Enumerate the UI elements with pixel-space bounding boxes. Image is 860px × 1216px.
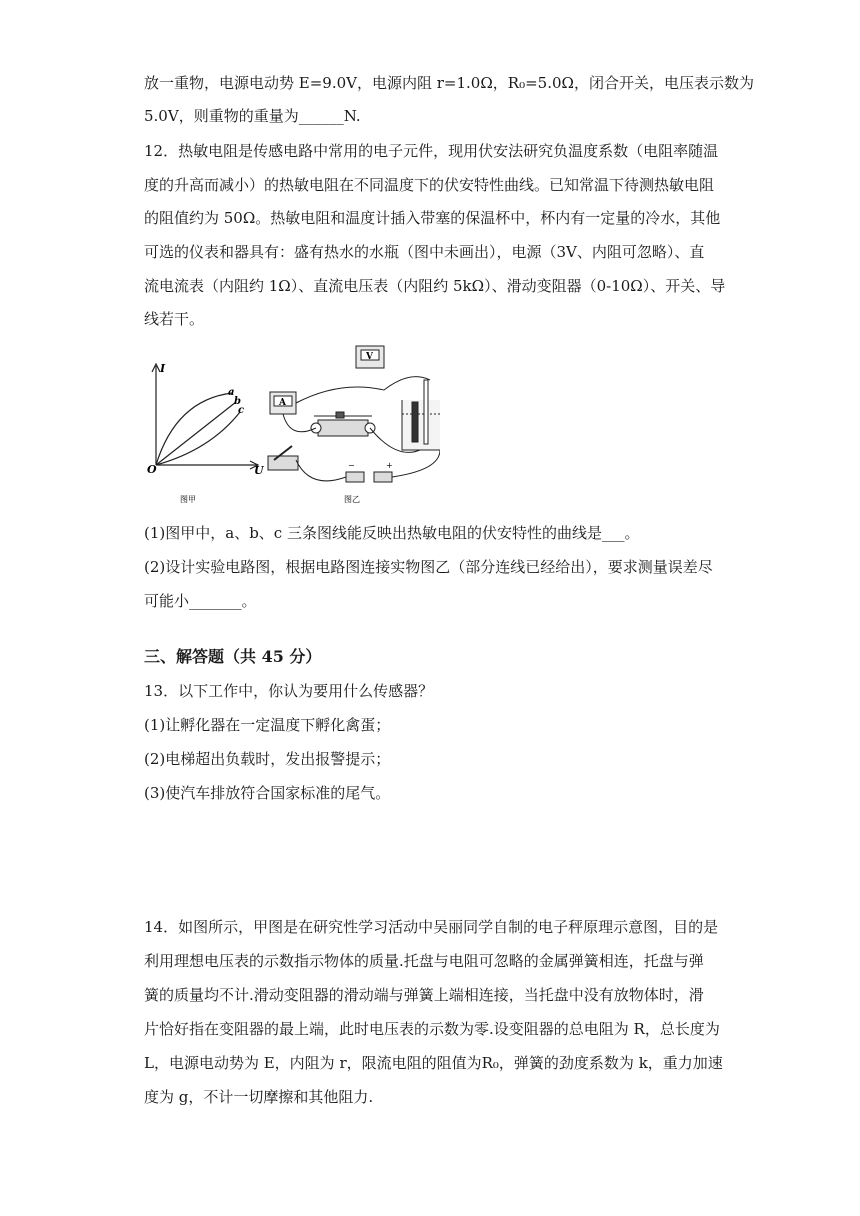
curve-label-b: b	[234, 396, 241, 407]
question-13: 13．以下工作中，你认为要用什么传感器？	[144, 682, 434, 700]
switch-icon	[268, 456, 298, 470]
sub-question-2: (2)设计实验电路图，根据电路图连接实物图乙（部分连线已经给出），要求测量误差尽	[144, 558, 713, 576]
curve-c	[156, 412, 240, 465]
curve-label-c: c	[238, 405, 245, 416]
text-line: 流电流表（内阻约 1Ω）、直流电压表（内阻约 5kΩ）、滑动变阻器（0-10Ω）、开关、导	[144, 277, 726, 295]
iv-graph	[152, 364, 258, 469]
sub-question-1: (1)图甲中，a、b、c 三条图线能反映出热敏电阻的伏安特性的曲线是___。	[144, 524, 640, 542]
text-line: 簧的质量均不计.滑动变阻器的滑动端与弹簧上端相连接，当托盘中没有放物体时，滑	[144, 986, 704, 1004]
text-line: 可选的仪表和器具有：盛有热水的水瓶（图中未画出），电源（3V、内阻可忽略）、直	[144, 243, 705, 261]
text-line: (2)电梯超出负载时，发出报警提示；	[144, 750, 391, 768]
caption-jia: 图甲	[180, 495, 196, 504]
battery-icon	[346, 472, 364, 482]
figure	[140, 340, 440, 510]
text-line: 的阻值约为 50Ω。热敏电阻和温度计插入带塞的保温杯中，杯内有一定量的冷水，其他	[144, 209, 721, 227]
curve-b	[156, 402, 236, 465]
question-12: 12．热敏电阻是传感电路中常用的电子元件，现用伏安法研究负温度系数（电阻率随温	[144, 142, 719, 160]
curve-a	[156, 393, 232, 465]
text-line: (3)使汽车排放符合国家标准的尾气。	[144, 784, 391, 802]
text-line: 放一重物，电源电动势 E=9.0V，电源内阻 r=1.0Ω，R₀=5.0Ω，闭合开关，电压表示数为	[144, 74, 754, 92]
origin-label: O	[147, 463, 157, 476]
ammeter-label: A	[279, 398, 286, 408]
text-line: 度为 g，不计一切摩擦和其他阻力.	[144, 1088, 374, 1106]
battery-minus-label: −	[348, 461, 355, 470]
text-line: 利用理想电压表的示数指示物体的质量.托盘与电阻可忽略的金属弹簧相连，托盘与弹	[144, 952, 704, 970]
text-line: L，电源电动势为 E，内阻为 r，限流电阻的阻值为R₀，弹簧的劲度系数为 k，重力加速	[144, 1054, 723, 1072]
axis-label-u: U	[254, 464, 264, 477]
text-line: (1)让孵化器在一定温度下孵化禽蛋；	[144, 716, 391, 734]
section-heading: 三、解答题（共 45 分）	[144, 647, 322, 666]
text-line: 可能小_______。	[144, 592, 257, 610]
caption-yi: 图乙	[344, 495, 360, 504]
question-14: 14．如图所示，甲图是在研究性学习活动中吴丽同学自制的电子秤原理示意图，目的是	[144, 918, 719, 936]
beaker-icon	[402, 400, 440, 450]
curve-label-a: a	[228, 387, 235, 398]
text-line: 度的升高而减小）的热敏电阻在不同温度下的伏安特性曲线。已知常温下待测热敏电阻	[144, 176, 715, 194]
axis-label-i: I	[160, 362, 166, 375]
rheostat-icon	[318, 420, 368, 436]
text-line: 5.0V，则重物的重量为______N.	[144, 107, 361, 125]
text-line: 线若干。	[144, 310, 205, 328]
text-line: 片恰好指在变阻器的最上端，此时电压表的示数为零.设变阻器的总电阻为 R，总长度为	[144, 1020, 720, 1038]
battery-plus-label: +	[386, 461, 393, 470]
voltmeter-label: V	[366, 352, 373, 362]
